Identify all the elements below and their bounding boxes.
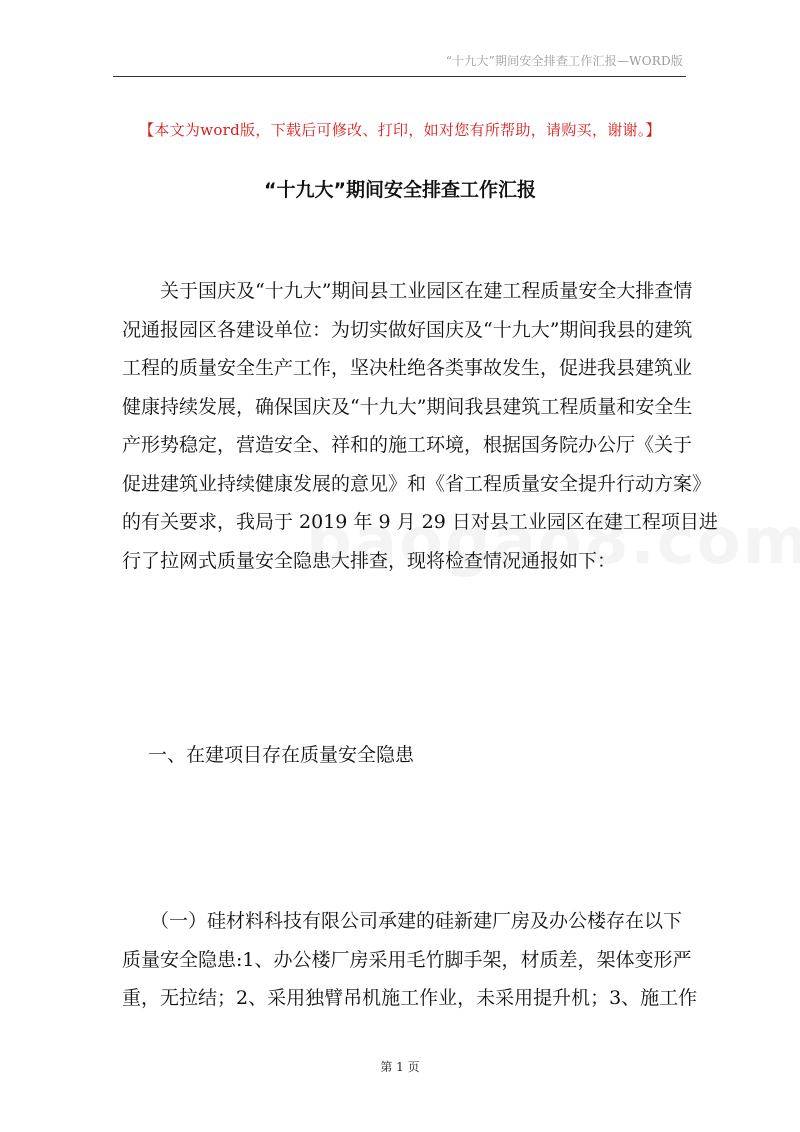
paragraph-line: 促进建筑业持续健康发展的意见》和《省工程质量安全提升行动方案》 [122, 472, 712, 495]
header-divider [113, 76, 686, 77]
paragraph-line: 的有关要求，我局于 2019 年 9 月 29 日对县工业园区在建工程项目进 [122, 511, 718, 533]
paragraph-line: 健康持续发展，确保国庆及“十九大”期间我县建筑工程质量和安全生 [122, 395, 693, 418]
paragraph-line: 质量安全隐患:1、办公楼厂房采用毛竹脚手架，材质差，架体变形严 [122, 948, 692, 971]
paragraph-line: 工程的质量安全生产工作，坚决杜绝各类事故发生，促进我县建筑业 [122, 357, 693, 379]
paragraph-line: （一）硅材料科技有限公司承建的硅新建厂房及办公楼存在以下 [150, 910, 683, 932]
paragraph-line: 产形势稳定，营造安全、祥和的施工环境，根据国务院办公厅《关于 [122, 434, 693, 456]
paragraph-line: 关于国庆及“十九大”期间县工业园区在建工程质量安全大排查情 [160, 280, 693, 302]
paragraph-line: 行了拉网式质量安全隐患大排查，现将检查情况通报如下： [122, 549, 617, 572]
document-title: “十九大”期间安全排查工作汇报 [264, 179, 536, 201]
section-heading: 一、在建项目存在质量安全隐患 [148, 744, 415, 766]
hazard-paragraph [122, 902, 698, 1018]
running-header: “十九大”期间安全排查工作汇报—WORD版 [445, 54, 683, 68]
paragraph-line: 重，无拉结；2、采用独臂吊机施工作业，未采用提升机；3、施工作 [122, 987, 698, 1009]
paragraph-line: 况通报园区各建设单位：为切实做好国庆及“十九大”期间我县的建筑 [122, 318, 693, 341]
purchase-notice: 【本文为word版，下载后可修改、打印，如对您有所帮助，请购买，谢谢。】 [139, 121, 661, 139]
intro-paragraph [122, 272, 718, 580]
page-number: 第 1 页 [380, 1060, 420, 1074]
